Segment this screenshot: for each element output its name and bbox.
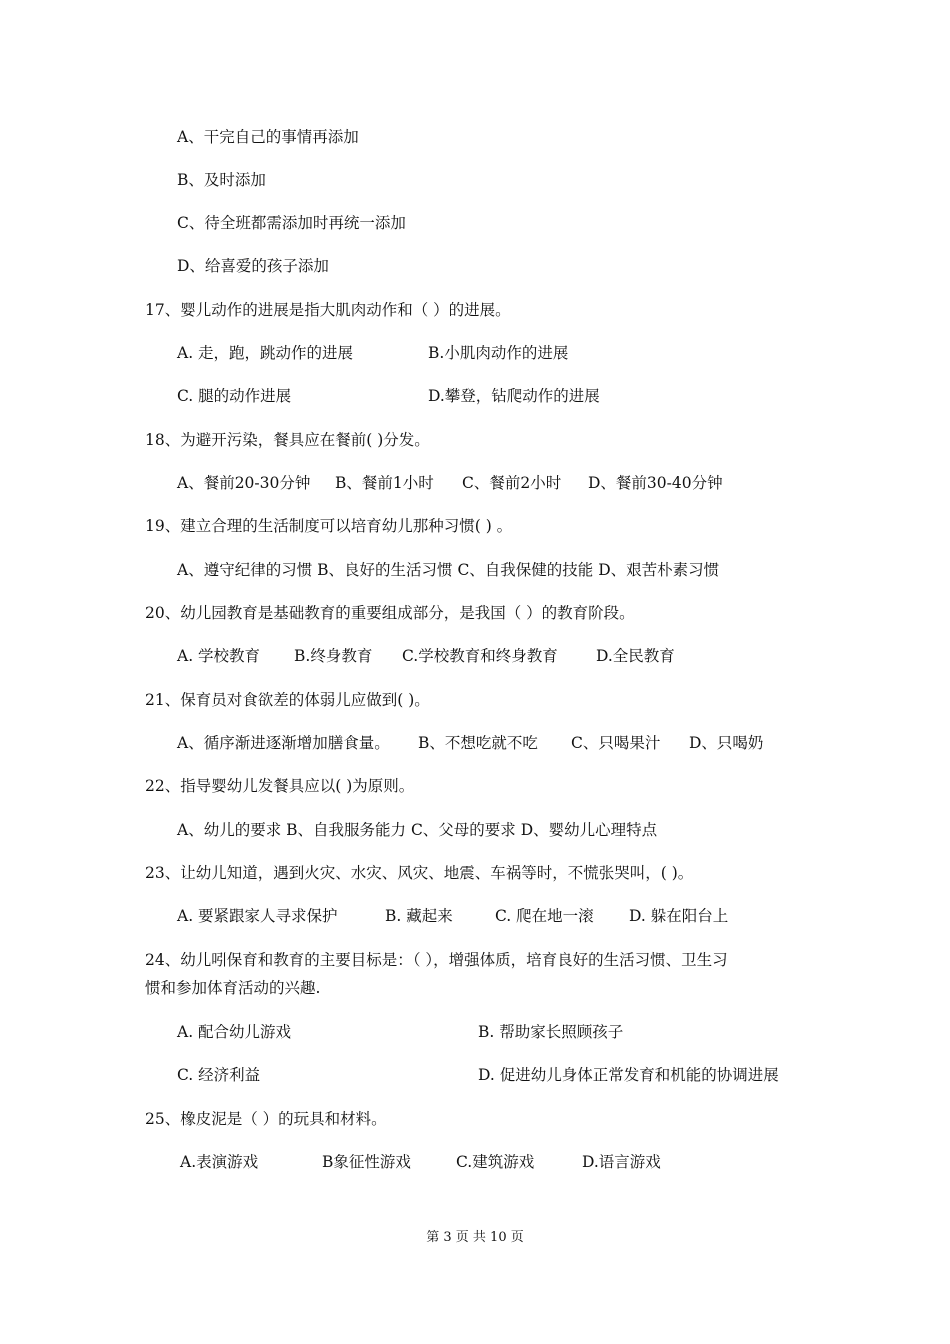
q25-option-c: C.建筑游戏: [456, 1153, 535, 1171]
q24-option-d: D. 促进幼儿身体正常发育和机能的协调进展: [478, 1066, 779, 1084]
q25-option-d: D.语言游戏: [582, 1153, 661, 1171]
q25-option-a: A.表演游戏: [180, 1153, 259, 1171]
q19-stem: 19、建立合理的生活制度可以培育幼儿那种习惯( ) 。: [145, 517, 513, 535]
q17-stem: 17、婴儿动作的进展是指大肌肉动作和（ ）的进展。: [145, 301, 511, 319]
q20-option-a: A. 学校教育: [177, 647, 261, 665]
page-number-footer: 第 3 页 共 10 页: [426, 1230, 524, 1245]
q23-option-a: A. 要紧跟家人寻求保护: [177, 907, 338, 925]
q19-options: A、遵守纪律的习惯 B、良好的生活习惯 C、自我保健的技能 D、艰苦朴素习惯: [177, 561, 720, 579]
q16-option-a: A、干完自己的事情再添加: [177, 128, 359, 146]
q17-option-d: D.攀登，钻爬动作的进展: [428, 387, 600, 405]
q18-stem: 18、为避开污染，餐具应在餐前( )分发。: [145, 431, 430, 449]
q24-option-a: A. 配合幼儿游戏: [177, 1023, 292, 1041]
q21-option-c: C、只喝果汁: [571, 734, 661, 752]
q23-option-c: C. 爬在地一滚: [495, 907, 594, 925]
q20-option-c: C.学校教育和终身教育: [402, 647, 558, 665]
q17-option-a: A. 走，跑，跳动作的进展: [177, 344, 354, 362]
q17-option-b: B.小肌肉动作的进展: [428, 344, 569, 362]
q17-option-c: C. 腿的动作进展: [177, 387, 292, 405]
q22-options: A、幼儿的要求 B、自我服务能力 C、父母的要求 D、婴幼儿心理特点: [177, 821, 658, 839]
q23-option-b: B. 藏起来: [385, 907, 453, 925]
q16-option-b: B、及时添加: [177, 171, 266, 189]
q18-option-d: D、餐前30-40分钟: [588, 474, 723, 492]
q20-stem: 20、幼儿园教育是基础教育的重要组成部分，是我国（ ）的教育阶段。: [145, 604, 635, 622]
q24-stem-line-1: 24、幼儿吲保育和教育的主要目标是：（ ），增强体质，培育良好的生活习惯、卫生习: [145, 951, 728, 969]
q18-option-b: B、餐前1小时: [335, 474, 434, 492]
q21-stem: 21、保育员对食欲差的体弱儿应做到( )。: [145, 691, 430, 709]
q24-stem-line-2: 惯和参加体育活动的兴趣.: [145, 979, 321, 997]
q16-option-c: C、待全班都需添加时再统一添加: [177, 214, 406, 232]
q18-option-c: C、餐前2小时: [462, 474, 562, 492]
q24-option-b: B. 帮助家长照顾孩子: [478, 1023, 624, 1041]
q20-option-d: D.全民教育: [596, 647, 675, 665]
q20-option-b: B.终身教育: [294, 647, 373, 665]
q16-option-d: D、给喜爱的孩子添加: [177, 257, 329, 275]
q25-stem: 25、橡皮泥是（ ）的玩具和材料。: [145, 1110, 387, 1128]
q23-stem: 23、让幼儿知道，遇到火灾、水灾、风灾、地震、车祸等时，不慌张哭叫，( )。: [145, 864, 694, 882]
q21-option-b: B、不想吃就不吃: [418, 734, 538, 752]
q23-option-d: D. 躲在阳台上: [629, 907, 729, 925]
q22-stem: 22、指导婴幼儿发餐具应以( )为原则。: [145, 777, 415, 795]
q21-option-a: A、循序渐进逐渐增加膳食量。: [177, 734, 390, 752]
q21-option-d: D、只喝奶: [689, 734, 764, 752]
q24-option-c: C. 经济利益: [177, 1066, 261, 1084]
q18-option-a: A、餐前20-30分钟: [177, 474, 311, 492]
q25-option-b: B象征性游戏: [322, 1153, 411, 1171]
